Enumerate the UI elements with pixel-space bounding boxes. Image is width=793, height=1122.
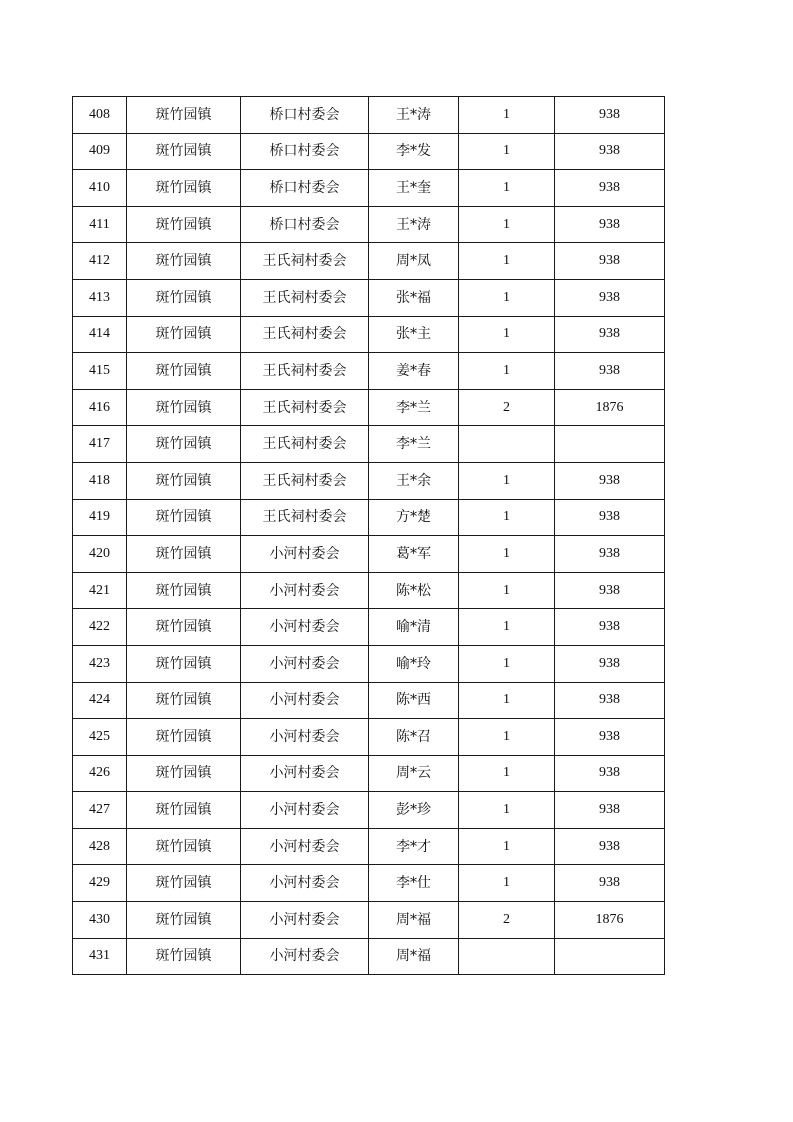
village-committee-cell: 小河村委会 — [241, 572, 369, 609]
amount-cell: 938 — [555, 572, 665, 609]
name-cell: 张*福 — [369, 279, 459, 316]
row-number-cell: 425 — [73, 719, 127, 756]
name-cell: 李*发 — [369, 133, 459, 170]
amount-cell: 938 — [555, 462, 665, 499]
name-cell: 王*余 — [369, 462, 459, 499]
town-cell: 斑竹园镇 — [127, 499, 241, 536]
town-cell: 斑竹园镇 — [127, 902, 241, 939]
amount-cell: 938 — [555, 609, 665, 646]
town-cell: 斑竹园镇 — [127, 133, 241, 170]
name-cell: 周*福 — [369, 938, 459, 975]
town-cell: 斑竹园镇 — [127, 97, 241, 134]
row-number-cell: 420 — [73, 536, 127, 573]
town-cell: 斑竹园镇 — [127, 206, 241, 243]
village-committee-cell: 小河村委会 — [241, 536, 369, 573]
count-cell: 1 — [459, 645, 555, 682]
count-cell: 1 — [459, 462, 555, 499]
row-number-cell: 414 — [73, 316, 127, 353]
table-row — [73, 133, 665, 170]
amount-cell: 938 — [555, 682, 665, 719]
table-row — [73, 682, 665, 719]
count-cell: 1 — [459, 316, 555, 353]
village-committee-cell: 王氏祠村委会 — [241, 426, 369, 463]
count-cell — [459, 938, 555, 975]
amount-cell: 938 — [555, 865, 665, 902]
table-row — [73, 206, 665, 243]
count-cell: 1 — [459, 170, 555, 207]
village-committee-cell: 小河村委会 — [241, 902, 369, 939]
amount-cell: 938 — [555, 206, 665, 243]
row-number-cell: 413 — [73, 279, 127, 316]
row-number-cell: 419 — [73, 499, 127, 536]
town-cell: 斑竹园镇 — [127, 462, 241, 499]
amount-cell: 938 — [555, 316, 665, 353]
town-cell: 斑竹园镇 — [127, 865, 241, 902]
row-number-cell: 408 — [73, 97, 127, 134]
amount-cell: 938 — [555, 792, 665, 829]
count-cell: 1 — [459, 719, 555, 756]
amount-cell: 1876 — [555, 902, 665, 939]
town-cell: 斑竹园镇 — [127, 279, 241, 316]
town-cell: 斑竹园镇 — [127, 536, 241, 573]
town-cell: 斑竹园镇 — [127, 828, 241, 865]
town-cell: 斑竹园镇 — [127, 572, 241, 609]
table-row — [73, 609, 665, 646]
village-committee-cell: 王氏祠村委会 — [241, 353, 369, 390]
town-cell: 斑竹园镇 — [127, 426, 241, 463]
amount-cell: 938 — [555, 353, 665, 390]
amount-cell: 938 — [555, 499, 665, 536]
amount-cell: 938 — [555, 279, 665, 316]
amount-cell: 938 — [555, 243, 665, 280]
table-row — [73, 389, 665, 426]
row-number-cell: 430 — [73, 902, 127, 939]
roster-table — [72, 96, 665, 975]
village-committee-cell: 王氏祠村委会 — [241, 243, 369, 280]
town-cell: 斑竹园镇 — [127, 719, 241, 756]
village-committee-cell: 王氏祠村委会 — [241, 462, 369, 499]
village-committee-cell: 桥口村委会 — [241, 97, 369, 134]
row-number-cell: 429 — [73, 865, 127, 902]
village-committee-cell: 桥口村委会 — [241, 170, 369, 207]
count-cell: 1 — [459, 243, 555, 280]
village-committee-cell: 王氏祠村委会 — [241, 316, 369, 353]
town-cell: 斑竹园镇 — [127, 170, 241, 207]
amount-cell: 938 — [555, 828, 665, 865]
row-number-cell: 424 — [73, 682, 127, 719]
table-row — [73, 792, 665, 829]
name-cell: 陈*召 — [369, 719, 459, 756]
town-cell: 斑竹园镇 — [127, 682, 241, 719]
row-number-cell: 411 — [73, 206, 127, 243]
table-row — [73, 279, 665, 316]
amount-cell: 1876 — [555, 389, 665, 426]
row-number-cell: 415 — [73, 353, 127, 390]
row-number-cell: 412 — [73, 243, 127, 280]
count-cell — [459, 426, 555, 463]
table-row — [73, 755, 665, 792]
amount-cell — [555, 426, 665, 463]
count-cell: 1 — [459, 865, 555, 902]
town-cell: 斑竹园镇 — [127, 645, 241, 682]
name-cell: 周*云 — [369, 755, 459, 792]
name-cell: 方*楚 — [369, 499, 459, 536]
name-cell: 周*福 — [369, 902, 459, 939]
village-committee-cell: 小河村委会 — [241, 609, 369, 646]
count-cell: 1 — [459, 133, 555, 170]
row-number-cell: 423 — [73, 645, 127, 682]
table-row — [73, 645, 665, 682]
name-cell: 喻*玲 — [369, 645, 459, 682]
table-row — [73, 865, 665, 902]
village-committee-cell: 王氏祠村委会 — [241, 389, 369, 426]
count-cell: 1 — [459, 828, 555, 865]
count-cell: 1 — [459, 792, 555, 829]
roster-table-body — [73, 97, 665, 975]
row-number-cell: 418 — [73, 462, 127, 499]
row-number-cell: 428 — [73, 828, 127, 865]
village-committee-cell: 王氏祠村委会 — [241, 279, 369, 316]
village-committee-cell: 小河村委会 — [241, 865, 369, 902]
amount-cell: 938 — [555, 170, 665, 207]
town-cell: 斑竹园镇 — [127, 938, 241, 975]
village-committee-cell: 小河村委会 — [241, 755, 369, 792]
village-committee-cell: 小河村委会 — [241, 682, 369, 719]
amount-cell: 938 — [555, 645, 665, 682]
town-cell: 斑竹园镇 — [127, 353, 241, 390]
amount-cell: 938 — [555, 97, 665, 134]
name-cell: 李*兰 — [369, 426, 459, 463]
row-number-cell: 422 — [73, 609, 127, 646]
row-number-cell: 409 — [73, 133, 127, 170]
name-cell: 李*仕 — [369, 865, 459, 902]
table-row — [73, 938, 665, 975]
village-committee-cell: 桥口村委会 — [241, 206, 369, 243]
amount-cell: 938 — [555, 536, 665, 573]
town-cell: 斑竹园镇 — [127, 389, 241, 426]
amount-cell: 938 — [555, 719, 665, 756]
name-cell: 王*涛 — [369, 206, 459, 243]
village-committee-cell: 桥口村委会 — [241, 133, 369, 170]
table-row — [73, 462, 665, 499]
name-cell: 陈*西 — [369, 682, 459, 719]
village-committee-cell: 王氏祠村委会 — [241, 499, 369, 536]
town-cell: 斑竹园镇 — [127, 755, 241, 792]
count-cell: 2 — [459, 389, 555, 426]
town-cell: 斑竹园镇 — [127, 243, 241, 280]
village-committee-cell: 小河村委会 — [241, 645, 369, 682]
name-cell: 喻*清 — [369, 609, 459, 646]
count-cell: 1 — [459, 97, 555, 134]
table-row — [73, 572, 665, 609]
table-row — [73, 536, 665, 573]
row-number-cell: 426 — [73, 755, 127, 792]
row-number-cell: 416 — [73, 389, 127, 426]
name-cell: 彭*珍 — [369, 792, 459, 829]
count-cell: 1 — [459, 499, 555, 536]
count-cell: 1 — [459, 279, 555, 316]
name-cell: 姜*春 — [369, 353, 459, 390]
name-cell: 张*主 — [369, 316, 459, 353]
table-row — [73, 828, 665, 865]
row-number-cell: 431 — [73, 938, 127, 975]
count-cell: 1 — [459, 755, 555, 792]
name-cell: 葛*军 — [369, 536, 459, 573]
table-row — [73, 499, 665, 536]
row-number-cell: 417 — [73, 426, 127, 463]
table-row — [73, 316, 665, 353]
village-committee-cell: 小河村委会 — [241, 792, 369, 829]
row-number-cell: 421 — [73, 572, 127, 609]
amount-cell — [555, 938, 665, 975]
table-row — [73, 426, 665, 463]
name-cell: 陈*松 — [369, 572, 459, 609]
count-cell: 2 — [459, 902, 555, 939]
town-cell: 斑竹园镇 — [127, 316, 241, 353]
village-committee-cell: 小河村委会 — [241, 938, 369, 975]
count-cell: 1 — [459, 609, 555, 646]
table-row — [73, 719, 665, 756]
count-cell: 1 — [459, 572, 555, 609]
name-cell: 李*兰 — [369, 389, 459, 426]
table-row — [73, 902, 665, 939]
count-cell: 1 — [459, 682, 555, 719]
table-row — [73, 353, 665, 390]
name-cell: 周*凤 — [369, 243, 459, 280]
row-number-cell: 427 — [73, 792, 127, 829]
count-cell: 1 — [459, 353, 555, 390]
amount-cell: 938 — [555, 755, 665, 792]
amount-cell: 938 — [555, 133, 665, 170]
town-cell: 斑竹园镇 — [127, 792, 241, 829]
table-row — [73, 97, 665, 134]
name-cell: 王*奎 — [369, 170, 459, 207]
table-row — [73, 170, 665, 207]
town-cell: 斑竹园镇 — [127, 609, 241, 646]
table-row — [73, 243, 665, 280]
village-committee-cell: 小河村委会 — [241, 719, 369, 756]
name-cell: 李*才 — [369, 828, 459, 865]
name-cell: 王*涛 — [369, 97, 459, 134]
count-cell: 1 — [459, 536, 555, 573]
row-number-cell: 410 — [73, 170, 127, 207]
count-cell: 1 — [459, 206, 555, 243]
village-committee-cell: 小河村委会 — [241, 828, 369, 865]
